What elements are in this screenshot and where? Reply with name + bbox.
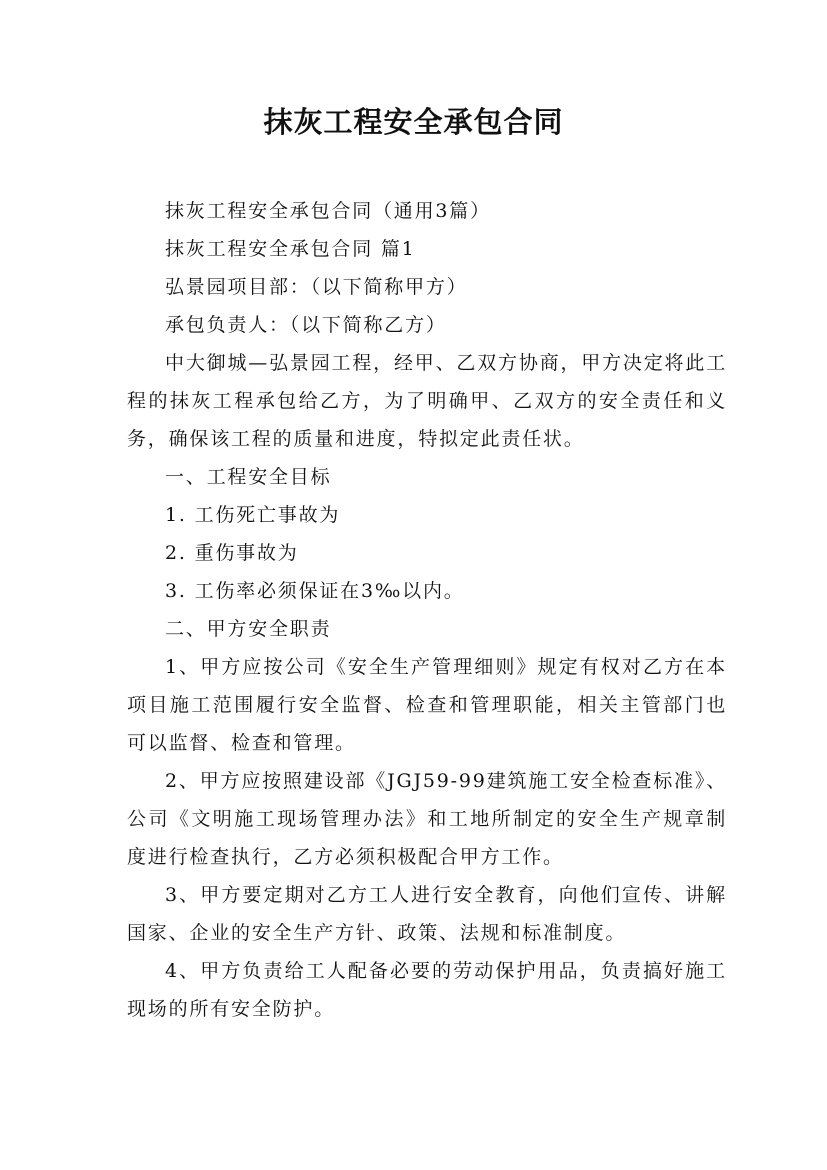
list-item-goal-1: 1. 工伤死亡事故为 <box>165 504 341 526</box>
section-heading-party-a-duties: 二、甲方安全职责 <box>165 618 332 640</box>
document-body <box>127 192 727 1028</box>
list-item-goal-2: 2. 重伤事故为 <box>165 542 299 564</box>
duty-item-2: 2、甲方应按照建设部《JGJ59-99建筑施工安全检查标准》、公司《文明施工现场管理办法》和工地所制定的安全生产规章制度进行检查执行，乙方必须积极配合甲方工作。 <box>127 770 727 868</box>
section-heading-safety-goals: 一、工程安全目标 <box>165 466 332 488</box>
duty-item-4: 4、甲方负责给工人配备必要的劳动保护用品，负责搞好施工现场的所有安全防护。 <box>127 960 727 1020</box>
paragraph-party-a: 弘景园项目部：（以下简称甲方） <box>165 276 468 298</box>
duty-item-3: 3、甲方要定期对乙方工人进行安全教育，向他们宣传、讲解国家、企业的安全生产方针、政策、法规和标准制度。 <box>127 884 727 944</box>
paragraph-party-b: 承包负责人：（以下简称乙方） <box>165 314 447 336</box>
paragraph-part-heading: 抹灰工程安全承包合同 篇1 <box>165 238 416 260</box>
document-title: 抹灰工程安全承包合同 <box>263 105 564 139</box>
duty-item-1: 1、甲方应按公司《安全生产管理细则》规定有权对乙方在本项目施工范围履行安全监督、检查和管理职能，相关主管部门也可以监督、检查和管理。 <box>127 656 727 754</box>
list-item-goal-3: 3. 工伤率必须保证在3‰以内。 <box>165 580 465 602</box>
paragraph-intro: 中大御城—弘景园工程，经甲、乙双方协商，甲方决定将此工程的抹灰工程承包给乙方，为了明确甲、乙双方的安全责任和义务，确保该工程的质量和进度，特拟定此责任状。 <box>127 352 727 450</box>
paragraph-subtitle: 抹灰工程安全承包合同（通用3篇） <box>165 200 491 222</box>
